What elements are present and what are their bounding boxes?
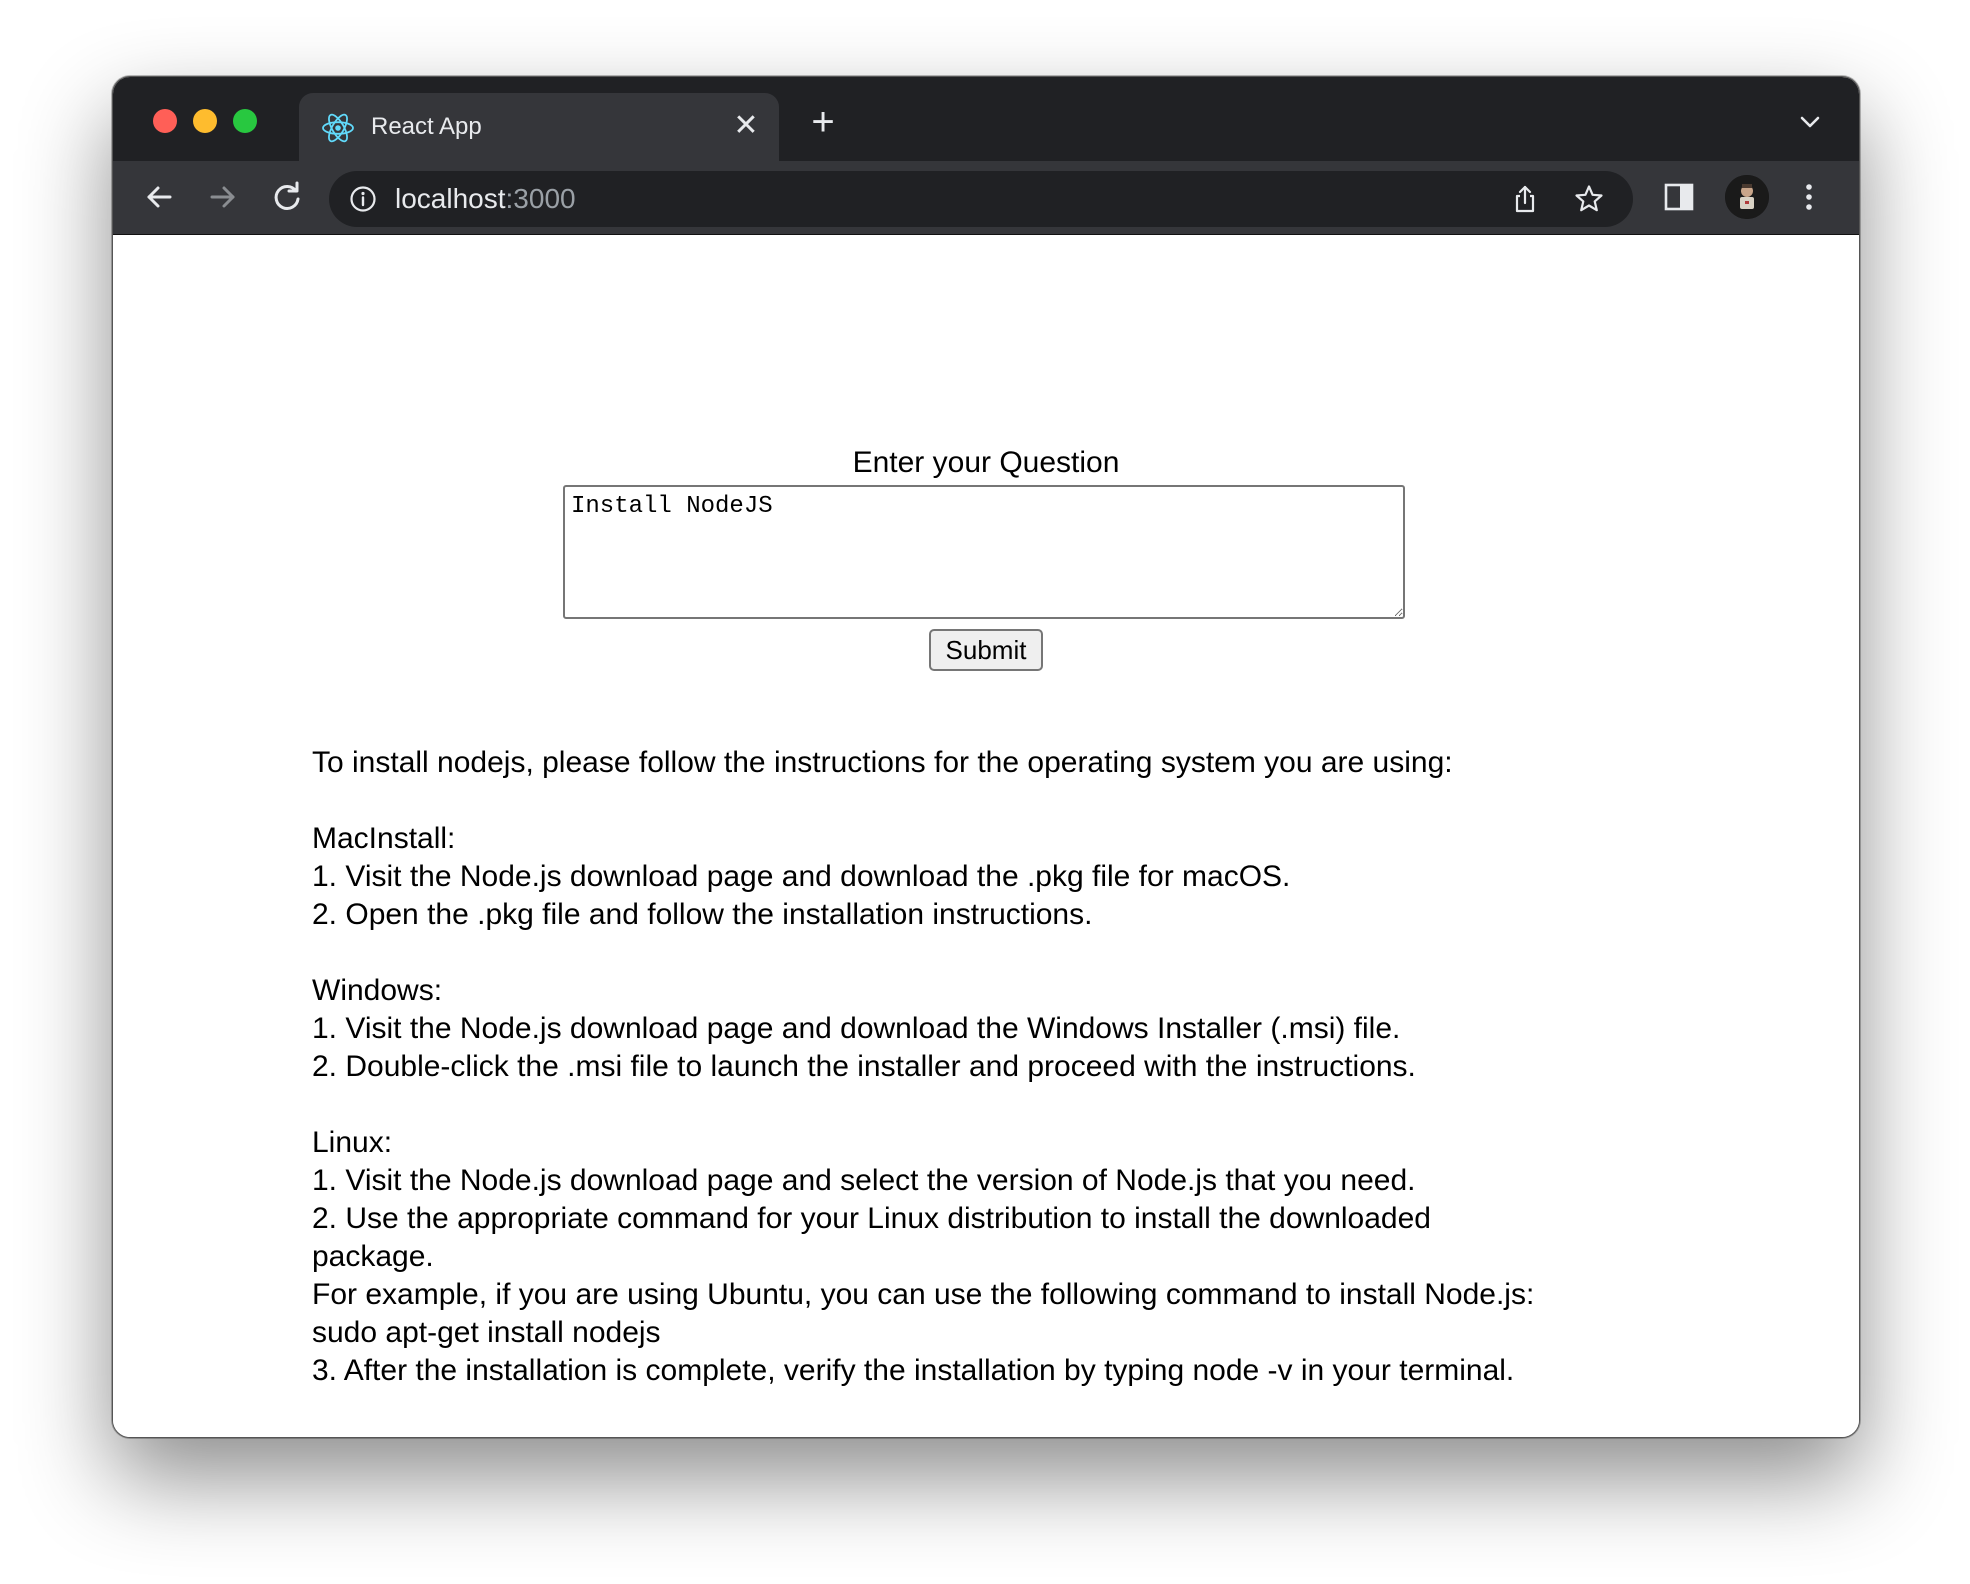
reload-icon[interactable] xyxy=(267,177,307,217)
linux-step-3: 3. After the installation is complete, verify the installation by typing node -v in your terminal. xyxy=(312,1354,1515,1387)
browser-window xyxy=(112,76,1860,1438)
linux-step-2: 2. Use the appropriate command for your Linux distribution to install the downloaded package. xyxy=(312,1202,1431,1273)
linux-step-1: 1. Visit the Node.js download page and select the version of Node.js that you need. xyxy=(312,1164,1416,1197)
mac-step-1: 1. Visit the Node.js download page and download the .pkg file for macOS. xyxy=(312,860,1291,893)
profile-avatar[interactable] xyxy=(1725,175,1769,219)
tab-title: React App xyxy=(371,113,482,140)
linux-command: sudo apt-get install nodejs xyxy=(312,1316,661,1349)
browser-titlebar xyxy=(113,77,1859,161)
question-textarea[interactable] xyxy=(563,485,1405,619)
address-host: localhost xyxy=(395,183,506,214)
blank-line xyxy=(312,1086,1652,1124)
minimize-window-button[interactable] xyxy=(193,109,217,133)
windows-heading: Windows: xyxy=(312,974,443,1007)
react-logo-icon xyxy=(321,111,355,145)
mac-heading: MacInstall: xyxy=(312,822,456,855)
windows-step-2: 2. Double-click the .msi file to launch the installer and proceed with the instructions. xyxy=(312,1050,1416,1083)
blank-line xyxy=(312,934,1652,972)
browser-toolbar xyxy=(113,161,1859,235)
question-label: Enter your Question xyxy=(852,446,1120,479)
share-icon[interactable] xyxy=(1509,183,1541,215)
chevron-down-icon[interactable] xyxy=(1795,107,1825,137)
site-info-icon[interactable] xyxy=(349,185,377,213)
mac-step-2: 2. Open the .pkg file and follow the installation instructions. xyxy=(312,898,1093,931)
linux-heading: Linux: xyxy=(312,1126,393,1159)
page-content xyxy=(113,235,1859,1437)
maximize-window-button[interactable] xyxy=(233,109,257,133)
answer-intro: To install nodejs, please follow the instructions for the operating system you are using: xyxy=(312,746,1453,779)
back-arrow-icon[interactable] xyxy=(139,177,179,217)
address-port: :3000 xyxy=(505,183,576,214)
new-tab-button[interactable]: + xyxy=(811,100,835,144)
linux-example: For example, if you are using Ubuntu, you can use the following command to install Node.js: xyxy=(312,1278,1535,1311)
blank-line xyxy=(312,782,1652,820)
close-tab-icon[interactable]: ✕ xyxy=(733,109,759,142)
windows-step-1: 1. Visit the Node.js download page and download the Windows Installer (.msi) file. xyxy=(312,1012,1401,1045)
close-window-button[interactable] xyxy=(153,109,177,133)
address-bar[interactable] xyxy=(329,171,1633,227)
bookmark-star-icon[interactable] xyxy=(1573,183,1605,215)
kebab-menu-icon[interactable] xyxy=(1799,179,1819,215)
side-panel-icon[interactable] xyxy=(1661,179,1697,215)
forward-arrow-icon[interactable] xyxy=(203,177,243,217)
tab-react-app[interactable] xyxy=(299,93,779,161)
address-url xyxy=(395,184,576,214)
submit-button[interactable]: Submit xyxy=(929,629,1043,671)
answer-text xyxy=(312,744,1652,1390)
